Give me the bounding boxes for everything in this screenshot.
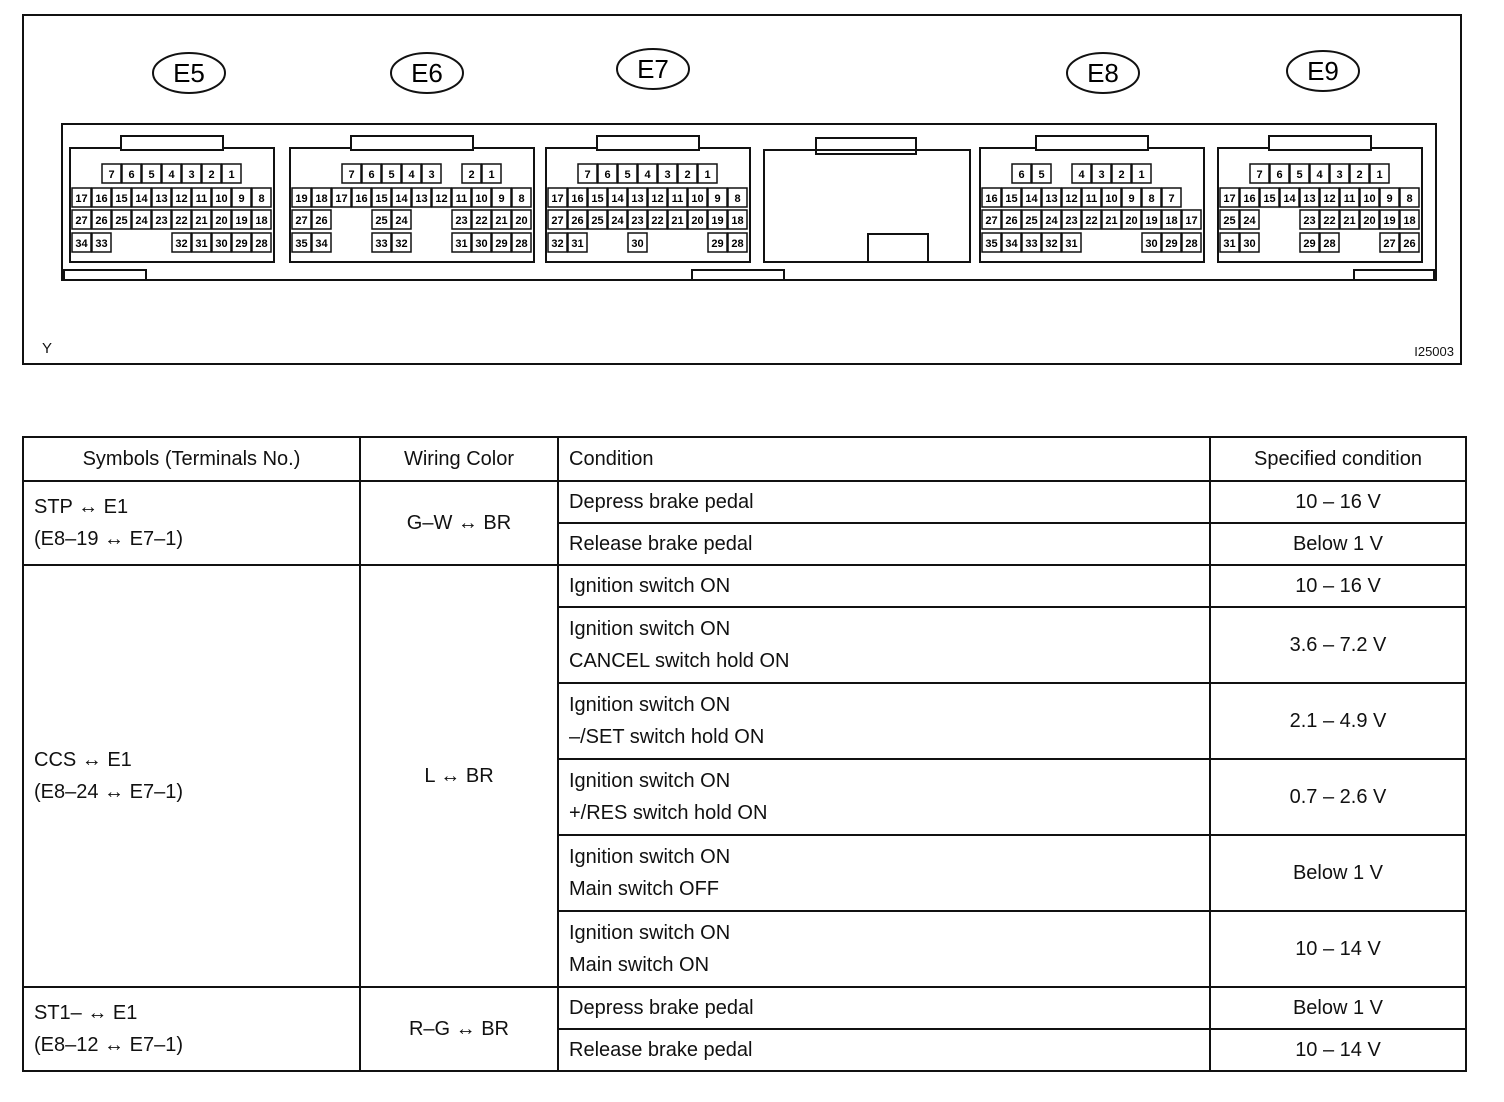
pin-number: 19 <box>1145 215 1158 227</box>
pin-number: 5 <box>1296 169 1303 181</box>
pin-number: 23 <box>1303 215 1316 227</box>
pin-number: 26 <box>1005 215 1018 227</box>
pin-number: 21 <box>1105 215 1118 227</box>
pin-number: 31 <box>195 238 208 250</box>
pin-number: 21 <box>671 215 684 227</box>
pin-number: 14 <box>611 193 624 205</box>
pin-number: 30 <box>1145 238 1158 250</box>
pin-number: 18 <box>315 193 328 205</box>
pin-number: 23 <box>455 215 468 227</box>
symbol-line: (E8–24 ↔ E7–1) <box>34 781 183 803</box>
pin-number: 28 <box>1185 238 1198 250</box>
terminal-spec-table <box>22 436 1467 1072</box>
pin-number: 3 <box>664 169 671 181</box>
pin-number: 3 <box>1336 169 1343 181</box>
pin-number: 29 <box>1303 238 1316 250</box>
connector-e8 <box>980 53 1204 262</box>
pin-number: 28 <box>1323 238 1336 250</box>
housing-tab <box>64 270 146 280</box>
connector-label: E8 <box>1087 58 1119 88</box>
pin-number: 34 <box>315 238 328 250</box>
pin-number: 18 <box>731 215 744 227</box>
pin-number: 15 <box>115 193 128 205</box>
pin-number: 27 <box>75 215 88 227</box>
pin-number: 15 <box>1263 193 1276 205</box>
pin-number: 2 <box>468 169 475 181</box>
specified-condition-cell: 10 – 14 V <box>1210 1029 1466 1071</box>
pin-number: 14 <box>1025 193 1038 205</box>
pin-number: 4 <box>1078 169 1085 181</box>
pin-number: 11 <box>1085 193 1098 205</box>
condition-line: Ignition switch ON <box>569 922 731 944</box>
pin-number: 16 <box>355 193 368 205</box>
pin-number: 13 <box>1303 193 1316 205</box>
pin-number: 33 <box>95 238 108 250</box>
pin-number: 24 <box>1243 215 1256 227</box>
pin-number: 16 <box>95 193 108 205</box>
connector-latch <box>1036 136 1148 150</box>
pin-number: 21 <box>1343 215 1356 227</box>
pin-number: 11 <box>1343 193 1356 205</box>
center-socket-key <box>868 234 928 262</box>
header-specified-condition: Specified condition <box>1210 437 1466 481</box>
connector-e5 <box>70 53 274 262</box>
pin-number: 8 <box>734 193 741 205</box>
table-header-row <box>23 437 1466 481</box>
symbol-line: (E8–19 ↔ E7–1) <box>34 528 183 550</box>
pin-number: 30 <box>1243 238 1256 250</box>
condition-cell <box>558 481 1210 523</box>
header-symbols: Symbols (Terminals No.) <box>23 437 360 481</box>
symbol-cell <box>23 481 360 565</box>
pin-number: 5 <box>1038 169 1045 181</box>
pin-number: 24 <box>611 215 624 227</box>
pin-number: 26 <box>315 215 328 227</box>
pin-number: 4 <box>168 169 175 181</box>
wiring-color-cell: L ↔ BR <box>360 565 558 987</box>
condition-cell <box>558 835 1210 911</box>
pin-number: 32 <box>395 238 408 250</box>
pin-number: 19 <box>295 193 308 205</box>
pin-number: 27 <box>1383 238 1396 250</box>
pin-number: 21 <box>495 215 508 227</box>
pin-number: 8 <box>1406 193 1413 205</box>
pin-number: 32 <box>175 238 188 250</box>
condition-cell <box>558 1029 1210 1071</box>
pin-number: 28 <box>255 238 268 250</box>
condition-line: Release brake pedal <box>569 533 753 555</box>
pin-number: 22 <box>1085 215 1098 227</box>
pin-number: 34 <box>1005 238 1018 250</box>
specified-condition-cell: 2.1 – 4.9 V <box>1210 683 1466 759</box>
pin-number: 32 <box>1045 238 1058 250</box>
pin-number: 6 <box>1276 169 1283 181</box>
pin-number: 30 <box>215 238 228 250</box>
symbol-line: STP ↔ E1 <box>34 496 129 518</box>
header-wiring-color: Wiring Color <box>360 437 558 481</box>
condition-cell <box>558 683 1210 759</box>
connector-e6 <box>290 53 534 262</box>
pin-number: 18 <box>1165 215 1178 227</box>
pin-number: 16 <box>985 193 998 205</box>
condition-line: Release brake pedal <box>569 1039 753 1061</box>
pin-number: 17 <box>335 193 348 205</box>
specified-condition-cell: Below 1 V <box>1210 523 1466 565</box>
pin-number: 25 <box>115 215 128 227</box>
pin-number: 20 <box>1363 215 1376 227</box>
pin-number: 20 <box>515 215 528 227</box>
pin-number: 8 <box>258 193 265 205</box>
pin-number: 2 <box>208 169 215 181</box>
pin-number: 6 <box>368 169 375 181</box>
pin-number: 30 <box>631 238 644 250</box>
pin-number: 12 <box>651 193 664 205</box>
pin-number: 22 <box>475 215 488 227</box>
pin-number: 10 <box>215 193 228 205</box>
pin-number: 19 <box>235 215 248 227</box>
pin-number: 13 <box>155 193 168 205</box>
pin-number: 17 <box>551 193 564 205</box>
pin-number: 7 <box>1256 169 1263 181</box>
condition-cell <box>558 911 1210 987</box>
pin-number: 7 <box>1168 193 1175 205</box>
pin-number: 17 <box>75 193 88 205</box>
pin-number: 25 <box>591 215 604 227</box>
pin-number: 1 <box>1138 169 1145 181</box>
symbol-cell <box>23 987 360 1071</box>
pin-number: 17 <box>1223 193 1236 205</box>
pin-number: 27 <box>295 215 308 227</box>
specified-condition-cell: 3.6 – 7.2 V <box>1210 607 1466 683</box>
pin-number: 29 <box>495 238 508 250</box>
pin-number: 2 <box>1356 169 1363 181</box>
condition-line: Ignition switch ON <box>569 694 731 716</box>
pin-number: 5 <box>624 169 631 181</box>
pin-number: 24 <box>395 215 408 227</box>
pin-number: 15 <box>591 193 604 205</box>
condition-line: Ignition switch ON <box>569 575 731 597</box>
center-socket-latch <box>816 138 916 154</box>
pin-number: 27 <box>985 215 998 227</box>
pin-number: 13 <box>1045 193 1058 205</box>
connector-label: E9 <box>1307 56 1339 86</box>
condition-line: –/SET switch hold ON <box>569 726 765 748</box>
pin-number: 16 <box>571 193 584 205</box>
connector-latch <box>351 136 473 150</box>
connector-diagram <box>22 14 1462 365</box>
condition-cell <box>558 987 1210 1029</box>
pin-number: 1 <box>1376 169 1383 181</box>
pin-number: 14 <box>1283 193 1296 205</box>
pin-number: 6 <box>1018 169 1025 181</box>
pin-number: 10 <box>1363 193 1376 205</box>
pin-number: 34 <box>75 238 88 250</box>
pin-number: 25 <box>1025 215 1038 227</box>
pin-number: 20 <box>1125 215 1138 227</box>
pin-number: 7 <box>348 169 355 181</box>
pin-number: 25 <box>375 215 388 227</box>
pin-number: 5 <box>148 169 155 181</box>
pin-number: 13 <box>631 193 644 205</box>
pin-number: 5 <box>388 169 395 181</box>
condition-line: Depress brake pedal <box>569 997 754 1019</box>
pin-number: 20 <box>215 215 228 227</box>
pin-number: 18 <box>255 215 268 227</box>
connector-e7 <box>546 49 750 262</box>
connector-latch <box>597 136 699 150</box>
condition-cell <box>558 523 1210 565</box>
pin-number: 23 <box>1065 215 1078 227</box>
connector-latch <box>121 136 223 150</box>
pin-number: 13 <box>415 193 428 205</box>
pin-number: 33 <box>375 238 388 250</box>
pin-number: 18 <box>1403 215 1416 227</box>
pin-number: 29 <box>711 238 724 250</box>
symbol-line: (E8–12 ↔ E7–1) <box>34 1034 183 1056</box>
pin-number: 30 <box>475 238 488 250</box>
pin-number: 6 <box>128 169 135 181</box>
specified-condition-cell: Below 1 V <box>1210 835 1466 911</box>
pin-number: 12 <box>175 193 188 205</box>
pin-number: 11 <box>455 193 468 205</box>
symbol-line: CCS ↔ E1 <box>34 749 132 771</box>
pin-number: 1 <box>488 169 495 181</box>
pin-number: 24 <box>1045 215 1058 227</box>
condition-line: Ignition switch ON <box>569 846 731 868</box>
pin-number: 4 <box>1316 169 1323 181</box>
pin-number: 31 <box>1065 238 1078 250</box>
pin-number: 2 <box>684 169 691 181</box>
pin-number: 26 <box>571 215 584 227</box>
specified-condition-cell: 0.7 – 2.6 V <box>1210 759 1466 835</box>
pin-number: 10 <box>475 193 488 205</box>
connector-label: E5 <box>173 58 205 88</box>
pin-number: 17 <box>1185 215 1198 227</box>
pin-number: 14 <box>395 193 408 205</box>
pin-number: 3 <box>428 169 435 181</box>
symbol-cell <box>23 565 360 987</box>
pin-number: 16 <box>1243 193 1256 205</box>
pin-number: 9 <box>238 193 245 205</box>
pin-number: 23 <box>631 215 644 227</box>
pin-number: 35 <box>295 238 308 250</box>
wiring-color-cell: R–G ↔ BR <box>360 987 558 1071</box>
pin-number: 9 <box>498 193 505 205</box>
table-row <box>23 481 1466 523</box>
condition-line: Main switch ON <box>569 954 710 976</box>
pin-number: 8 <box>518 193 525 205</box>
pin-number: 22 <box>175 215 188 227</box>
pin-number: 32 <box>551 238 564 250</box>
pin-number: 9 <box>1128 193 1135 205</box>
pin-number: 11 <box>671 193 684 205</box>
pin-number: 10 <box>691 193 704 205</box>
pin-number: 22 <box>651 215 664 227</box>
pin-number: 10 <box>1105 193 1118 205</box>
pin-number: 12 <box>1065 193 1078 205</box>
view-letter: Y <box>42 340 53 357</box>
pin-number: 15 <box>375 193 388 205</box>
specified-condition-cell: 10 – 16 V <box>1210 565 1466 607</box>
table-row <box>23 565 1466 607</box>
pin-number: 28 <box>515 238 528 250</box>
pin-number: 7 <box>108 169 115 181</box>
pin-number: 31 <box>1223 238 1236 250</box>
pin-number: 9 <box>714 193 721 205</box>
ecu-connector-drawing <box>24 16 1464 367</box>
pin-number: 21 <box>195 215 208 227</box>
pin-number: 14 <box>135 193 148 205</box>
pin-number: 24 <box>135 215 148 227</box>
pin-number: 20 <box>691 215 704 227</box>
pin-number: 31 <box>571 238 584 250</box>
pin-number: 11 <box>195 193 208 205</box>
pin-number: 12 <box>435 193 448 205</box>
table-row <box>23 987 1466 1029</box>
condition-cell <box>558 565 1210 607</box>
pin-number: 22 <box>1323 215 1336 227</box>
pin-number: 3 <box>1098 169 1105 181</box>
specified-condition-cell: 10 – 16 V <box>1210 481 1466 523</box>
condition-line: Main switch OFF <box>569 878 720 900</box>
pin-number: 29 <box>235 238 248 250</box>
pin-number: 4 <box>644 169 651 181</box>
pin-number: 1 <box>228 169 235 181</box>
condition-cell <box>558 607 1210 683</box>
pin-number: 29 <box>1165 238 1178 250</box>
pin-number: 12 <box>1323 193 1336 205</box>
pin-number: 33 <box>1025 238 1038 250</box>
pin-number: 7 <box>584 169 591 181</box>
condition-line: Ignition switch ON <box>569 770 731 792</box>
pin-number: 1 <box>704 169 711 181</box>
pin-number: 35 <box>985 238 998 250</box>
pin-number: 3 <box>188 169 195 181</box>
wiring-color-cell: G–W ↔ BR <box>360 481 558 565</box>
connector-label: E6 <box>411 58 443 88</box>
symbol-line: ST1– ↔ E1 <box>34 1002 138 1024</box>
pin-number: 9 <box>1386 193 1393 205</box>
pin-number: 19 <box>711 215 724 227</box>
figure-id: I25003 <box>1414 344 1454 359</box>
housing-tab <box>692 270 784 280</box>
pin-number: 23 <box>155 215 168 227</box>
pin-number: 27 <box>551 215 564 227</box>
pin-number: 8 <box>1148 193 1155 205</box>
housing-tab <box>1354 270 1434 280</box>
specified-condition-cell: 10 – 14 V <box>1210 911 1466 987</box>
pin-number: 4 <box>408 169 415 181</box>
pin-number: 19 <box>1383 215 1396 227</box>
specified-condition-cell: Below 1 V <box>1210 987 1466 1029</box>
header-condition: Condition <box>558 437 1210 481</box>
pin-number: 26 <box>1403 238 1416 250</box>
pin-number: 25 <box>1223 215 1236 227</box>
pin-number: 26 <box>95 215 108 227</box>
pin-number: 28 <box>731 238 744 250</box>
connector-latch <box>1269 136 1371 150</box>
pin-number: 6 <box>604 169 611 181</box>
pin-number: 15 <box>1005 193 1018 205</box>
condition-line: CANCEL switch hold ON <box>569 650 790 672</box>
pin-number: 2 <box>1118 169 1125 181</box>
connector-label: E7 <box>637 54 669 84</box>
condition-line: Depress brake pedal <box>569 491 754 513</box>
condition-line: Ignition switch ON <box>569 618 731 640</box>
condition-cell <box>558 759 1210 835</box>
connector-e9 <box>1218 51 1422 262</box>
condition-line: +/RES switch hold ON <box>569 802 768 824</box>
pin-number: 31 <box>455 238 468 250</box>
